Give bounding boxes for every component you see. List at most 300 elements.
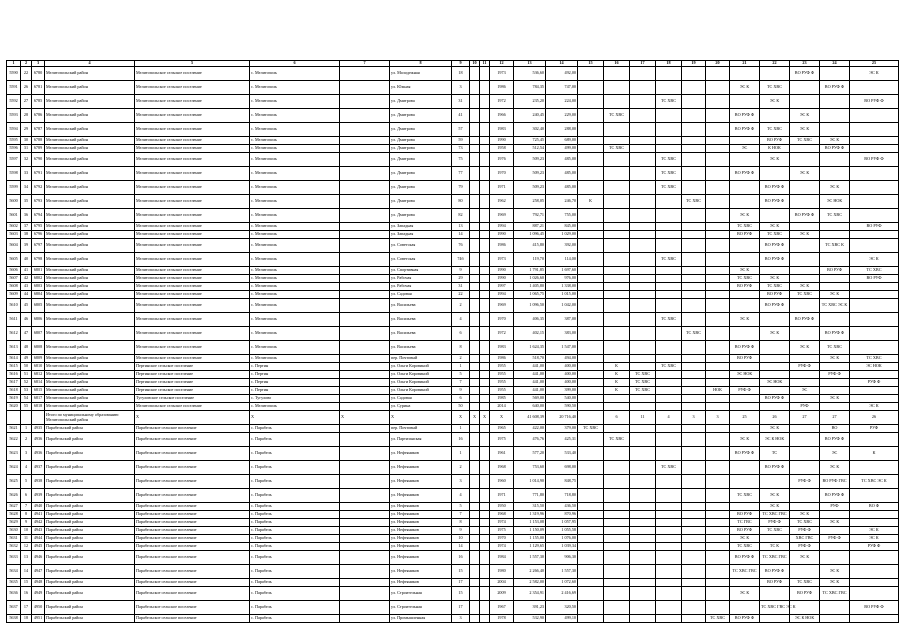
table-cell: 11	[21, 535, 32, 543]
table-cell: ЭС НОК	[760, 379, 790, 387]
table-cell	[340, 535, 390, 543]
table-cell: 725,45	[514, 137, 546, 145]
table-cell: 5623	[7, 447, 21, 461]
table-cell: Мелитопольское сельское поселение	[135, 239, 250, 253]
table-cell: 476,76	[514, 433, 546, 447]
table-cell	[656, 551, 682, 565]
table-cell	[340, 511, 390, 519]
table-cell	[340, 283, 390, 291]
table-cell	[682, 425, 706, 433]
table-cell	[630, 181, 656, 195]
table-cell	[604, 601, 630, 615]
table-cell: 30	[21, 137, 32, 145]
table-row	[7, 543, 899, 551]
table-cell	[470, 81, 480, 95]
column-header: 23	[790, 61, 820, 67]
column-header: 25	[850, 61, 899, 67]
table-cell	[656, 267, 682, 275]
table-cell	[790, 503, 820, 511]
table-cell: 4950	[32, 601, 45, 615]
table-cell	[682, 209, 706, 223]
table-cell: 5630	[7, 527, 21, 535]
table-cell	[656, 123, 682, 137]
column-header: 16	[604, 61, 630, 67]
table-cell	[682, 379, 706, 387]
table-cell: 9	[452, 267, 470, 275]
table-cell: 5634	[7, 565, 21, 579]
table-cell: Парабельский район	[45, 511, 135, 519]
table-cell: 44	[21, 291, 32, 299]
table-cell: 1983	[490, 341, 514, 355]
table-cell: ВО РУФ Ф	[730, 447, 760, 461]
table-cell	[480, 551, 490, 565]
table-cell: 288,00	[546, 123, 578, 137]
table-cell: ЭС К	[820, 291, 850, 299]
table-cell: 5622	[7, 433, 21, 447]
table-cell: ВО РУФ Ф	[760, 461, 790, 475]
table-cell: ТС ХВС	[656, 313, 682, 327]
table-cell: Парабельский район	[45, 615, 135, 623]
table-cell	[682, 231, 706, 239]
table-cell: 22	[21, 67, 32, 81]
table-cell	[730, 579, 760, 587]
table-cell: Пертинское сельское поселение	[135, 387, 250, 395]
table-cell: ВО РУФ	[850, 275, 899, 283]
table-row	[7, 283, 899, 291]
table-cell	[706, 527, 730, 535]
table-cell: Парабельский район	[45, 601, 135, 615]
table-cell: 6802	[32, 275, 45, 283]
table-row	[7, 231, 899, 239]
table-row	[7, 587, 899, 601]
table-cell: Мелитопольское сельское поселение	[135, 253, 250, 267]
table-cell	[578, 587, 604, 601]
table-cell: РУФ Ф	[850, 543, 899, 551]
table-cell	[480, 81, 490, 95]
table-cell	[480, 475, 490, 489]
table-cell: 499,00	[546, 145, 578, 153]
table-cell	[630, 461, 656, 475]
table-cell: ТС ХВС ГВС	[820, 587, 850, 601]
table-cell: с. Парабель	[250, 475, 340, 489]
table-cell: 13	[452, 223, 470, 231]
table-cell: РУФ Ф	[850, 379, 899, 387]
table-cell: ЭС К	[850, 527, 899, 535]
table-cell: 1	[452, 425, 470, 433]
table-cell: ВО РУФ ГВС	[820, 475, 850, 489]
table-cell	[656, 355, 682, 363]
table-row	[7, 313, 899, 327]
table-cell	[578, 387, 604, 395]
table-row	[7, 489, 899, 503]
table-cell	[760, 109, 790, 123]
table-cell: Итого по муниципальному образованию: Мелитопольский район	[45, 411, 135, 425]
table-cell: ТС ХВС	[790, 291, 820, 299]
table-cell	[340, 433, 390, 447]
table-cell: Парабельский район	[45, 489, 135, 503]
table-cell	[630, 601, 656, 615]
table-cell: Мелитопольское сельское поселение	[135, 109, 250, 123]
table-cell: ЭС К	[820, 181, 850, 195]
table-row	[7, 267, 899, 275]
table-cell: Мелитопольское сельское поселение	[135, 137, 250, 145]
table-cell	[730, 195, 760, 209]
column-header: 2	[21, 61, 32, 67]
table-cell: 870,96	[546, 511, 578, 519]
table-cell: ВО	[820, 425, 850, 433]
table-cell	[604, 447, 630, 461]
table-cell: 1969	[490, 209, 514, 223]
table-cell: ВО РУФ	[760, 291, 790, 299]
table-cell: Парабельское сельское поселение	[135, 447, 250, 461]
table-cell: ЭС	[730, 145, 760, 153]
table-cell	[682, 81, 706, 95]
table-cell: ВО РУФ Ф	[760, 565, 790, 579]
table-cell: 976,00	[546, 275, 578, 283]
table-cell: ул. Строительная	[390, 587, 452, 601]
column-header: 9	[452, 61, 470, 67]
table-cell	[340, 341, 390, 355]
table-cell	[578, 527, 604, 535]
table-cell: ЭС К	[820, 355, 850, 363]
table-cell: с. Мелитополь	[250, 153, 340, 167]
table-cell: ул. Нефтяников	[390, 551, 452, 565]
table-cell	[656, 511, 682, 519]
table-cell	[790, 489, 820, 503]
table-cell: 31	[452, 283, 470, 291]
table-cell: 1966	[490, 109, 514, 123]
table-cell	[656, 403, 682, 411]
table-cell	[850, 615, 899, 623]
table-cell: Мелитопольский район	[45, 291, 135, 299]
table-cell: 246,70	[546, 195, 578, 209]
table-cell	[790, 327, 820, 341]
table-cell	[470, 123, 480, 137]
table-cell: Мелитопольское сельское поселение	[135, 209, 250, 223]
table-row	[7, 291, 899, 299]
table-cell: 6817	[32, 395, 45, 403]
table-cell	[656, 395, 682, 403]
table-row	[7, 403, 899, 411]
table-cell: 6780	[32, 67, 45, 81]
table-cell	[706, 109, 730, 123]
table-cell	[630, 95, 656, 109]
table-cell: ЭС К	[850, 535, 899, 543]
table-cell: 1	[452, 447, 470, 461]
table-cell: ЭС К	[850, 253, 899, 267]
table-cell: ЭС НОК	[850, 363, 899, 371]
table-cell: 1983	[490, 123, 514, 137]
table-cell: 73	[452, 145, 470, 153]
table-cell	[682, 223, 706, 231]
table-cell	[682, 341, 706, 355]
table-cell: Мелитопольский район	[45, 195, 135, 209]
table-cell: с. Мелитополь	[250, 137, 340, 145]
table-cell	[656, 543, 682, 551]
table-cell: 6789	[32, 145, 45, 153]
table-cell	[706, 327, 730, 341]
table-cell: 4	[21, 461, 32, 475]
table-cell: 1972	[490, 327, 514, 341]
table-cell: ул. Васильева	[390, 327, 452, 341]
table-cell: Парабельский район	[45, 587, 135, 601]
table-cell: 5616	[7, 371, 21, 379]
table-row	[7, 447, 899, 461]
table-cell	[578, 327, 604, 341]
table-cell	[470, 615, 480, 623]
table-cell	[604, 527, 630, 535]
table-cell: 35	[21, 195, 32, 209]
table-cell: 1962	[490, 195, 514, 209]
table-cell: 1980	[490, 565, 514, 579]
table-cell	[470, 195, 480, 209]
table-cell	[470, 387, 480, 395]
table-cell	[630, 223, 656, 231]
table-cell: 2	[452, 299, 470, 313]
table-cell	[340, 387, 390, 395]
table-cell: 436,50	[546, 503, 578, 511]
table-cell	[340, 395, 390, 403]
table-cell	[682, 137, 706, 145]
table-cell: 1 557,30	[546, 565, 578, 579]
table-cell: ВО Ф	[850, 503, 899, 511]
table-cell: 16	[452, 433, 470, 447]
table-cell	[790, 461, 820, 475]
table-cell	[604, 231, 630, 239]
table-cell: 4949	[32, 587, 45, 601]
table-cell: 37	[21, 223, 32, 231]
table-cell: 6804	[32, 291, 45, 299]
table-cell	[790, 95, 820, 109]
table-cell	[470, 253, 480, 267]
table-cell	[730, 475, 760, 489]
table-cell: ЭС К НОК	[760, 433, 790, 447]
table-cell	[470, 447, 480, 461]
table-cell	[470, 209, 480, 223]
table-cell	[656, 503, 682, 511]
table-cell: 406,35	[514, 313, 546, 327]
table-cell: ул. Дмитрова	[390, 153, 452, 167]
table-cell	[630, 503, 656, 511]
table-cell: 82	[452, 209, 470, 223]
table-cell: с. Мелитополь	[250, 299, 340, 313]
table-cell	[820, 363, 850, 371]
table-cell: 1968	[490, 461, 514, 475]
table-cell: ул. Нефтяников	[390, 447, 452, 461]
table-cell	[820, 231, 850, 239]
table-row	[7, 81, 899, 95]
table-cell: 1 791,85	[514, 267, 546, 275]
table-cell	[340, 461, 390, 475]
table-cell: ЭС К	[790, 283, 820, 291]
table-cell	[706, 167, 730, 181]
table-cell: Мелитопольский район	[45, 387, 135, 395]
table-cell	[730, 503, 760, 511]
table-cell	[480, 511, 490, 519]
table-cell: 5625	[7, 475, 21, 489]
table-cell: Мелитопольский район	[45, 239, 135, 253]
table-cell: ул. Васильева	[390, 313, 452, 327]
table-cell: с. Мелитополь	[250, 341, 340, 355]
table-cell: РУФ Ф	[790, 363, 820, 371]
table-cell	[480, 313, 490, 327]
table-cell	[730, 137, 760, 145]
table-cell: ул. Нефтяников	[390, 503, 452, 511]
table-cell: с. Пертин	[250, 371, 340, 379]
table-cell	[578, 433, 604, 447]
table-cell: 5	[21, 475, 32, 489]
table-cell	[682, 615, 706, 623]
table-cell	[340, 275, 390, 283]
table-cell	[470, 167, 480, 181]
table-cell: ул. Садовая	[390, 291, 452, 299]
table-cell: 5631	[7, 535, 21, 543]
table-cell	[682, 565, 706, 579]
table-cell	[730, 601, 760, 615]
table-cell	[706, 395, 730, 403]
table-cell: ул. Строительная	[390, 601, 452, 615]
table-cell: К	[604, 363, 630, 371]
table-cell: ЭС НОК	[730, 371, 760, 379]
table-cell: 441,00	[514, 379, 546, 387]
table-cell: 6806	[32, 313, 45, 327]
table-cell	[706, 519, 730, 527]
table-cell: X	[470, 411, 480, 425]
table-cell	[578, 109, 604, 123]
table-cell: с. Мелитополь	[250, 239, 340, 253]
table-cell: ЭС К	[760, 275, 790, 283]
table-cell: 5624	[7, 461, 21, 475]
table-cell: Парабельское сельское поселение	[135, 475, 250, 489]
table-row	[7, 519, 899, 527]
table-cell: Мелитопольский район	[45, 145, 135, 153]
table-cell	[790, 253, 820, 267]
table-cell: 753,60	[514, 461, 546, 475]
table-cell	[730, 395, 760, 403]
table-cell: ул. Дмитрова	[390, 145, 452, 153]
table-cell	[682, 527, 706, 535]
table-cell	[850, 283, 899, 291]
table-cell	[480, 543, 490, 551]
table-cell: ЭС К	[730, 313, 760, 327]
table-cell	[480, 527, 490, 535]
table-cell: Парабельский район	[45, 475, 135, 489]
table-cell: 80	[452, 195, 470, 209]
table-cell	[630, 123, 656, 137]
table-cell: 2	[452, 355, 470, 363]
table-cell: Мелитопольский район	[45, 167, 135, 181]
table-cell	[706, 231, 730, 239]
table-cell: Мелитопольский район	[45, 123, 135, 137]
table-cell: 6	[452, 395, 470, 403]
table-cell: 2004	[490, 579, 514, 587]
table-cell: ТС ХВС ГВС	[730, 565, 760, 579]
table-cell: ТС ХВС	[850, 267, 899, 275]
table-cell: 74б	[452, 253, 470, 267]
table-cell	[682, 503, 706, 511]
table-cell: Парабельский район	[45, 565, 135, 579]
table-cell	[760, 363, 790, 371]
table-cell	[706, 239, 730, 253]
table-cell: 1 029,00	[546, 231, 578, 239]
table-cell: 509,23	[514, 167, 546, 181]
table-cell: ВО РУФ Ф	[850, 601, 899, 615]
table-cell: 5632	[7, 543, 21, 551]
table-cell	[730, 299, 760, 313]
column-header: 3	[32, 61, 45, 67]
table-cell: 6	[604, 411, 630, 425]
table-row	[7, 167, 899, 181]
table-row	[7, 145, 899, 153]
table-cell	[470, 231, 480, 239]
table-cell	[850, 587, 899, 601]
table-cell	[340, 579, 390, 587]
table-cell	[340, 145, 390, 153]
table-cell: РУФ Ф	[730, 387, 760, 395]
table-cell	[470, 527, 480, 535]
table-cell: 14	[452, 231, 470, 239]
table-cell: Парабельское сельское поселение	[135, 519, 250, 527]
table-cell	[604, 181, 630, 195]
table-cell: с. Парабель	[250, 519, 340, 527]
table-cell: ЭС К	[850, 403, 899, 411]
table-cell: 5601	[7, 209, 21, 223]
table-cell: 6801	[32, 267, 45, 275]
table-cell: 499,10	[546, 615, 578, 623]
table-cell	[604, 551, 630, 565]
table-cell: с. Парабель	[250, 425, 340, 433]
table-cell	[706, 379, 730, 387]
table-cell: ЭС К	[790, 109, 820, 123]
table-cell: Пертинское сельское поселение	[135, 371, 250, 379]
table-cell: с. Мелитополь	[250, 253, 340, 267]
table-cell: Мелитопольское сельское поселение	[135, 313, 250, 327]
table-cell	[706, 511, 730, 519]
table-cell: 8	[21, 511, 32, 519]
table-cell	[630, 355, 656, 363]
table-cell: ВО РУФ Ф	[730, 123, 760, 137]
table-cell: 1 039,34	[546, 543, 578, 551]
table-cell	[760, 355, 790, 363]
table-cell	[706, 425, 730, 433]
table-cell	[850, 519, 899, 527]
table-cell	[480, 489, 490, 503]
table-cell	[706, 433, 730, 447]
table-cell: 755,00	[546, 209, 578, 223]
table-cell: Мелитопольское сельское поселение	[135, 283, 250, 291]
table-cell: ЭС НОК	[820, 195, 850, 209]
table-cell: 1958	[490, 145, 514, 153]
table-cell: Мелитопольское сельское поселение	[135, 327, 250, 341]
table-cell: К	[604, 371, 630, 379]
table-cell: Мелитопольский район	[45, 223, 135, 231]
column-header: 7	[340, 61, 390, 67]
table-cell: 5596	[7, 145, 21, 153]
table-cell: 57	[452, 123, 470, 137]
table-cell	[578, 461, 604, 475]
table-cell: ул. Нефтяников	[390, 543, 452, 551]
table-cell	[682, 433, 706, 447]
table-row	[7, 579, 899, 587]
table-cell	[820, 123, 850, 137]
table-cell	[21, 411, 32, 425]
table-cell: 47	[21, 327, 32, 341]
table-cell	[760, 341, 790, 355]
table-cell: с. Пертин	[250, 387, 340, 395]
table-cell: ЭС К	[760, 95, 790, 109]
table-cell	[706, 283, 730, 291]
table-cell: ул. Спортивная	[390, 267, 452, 275]
